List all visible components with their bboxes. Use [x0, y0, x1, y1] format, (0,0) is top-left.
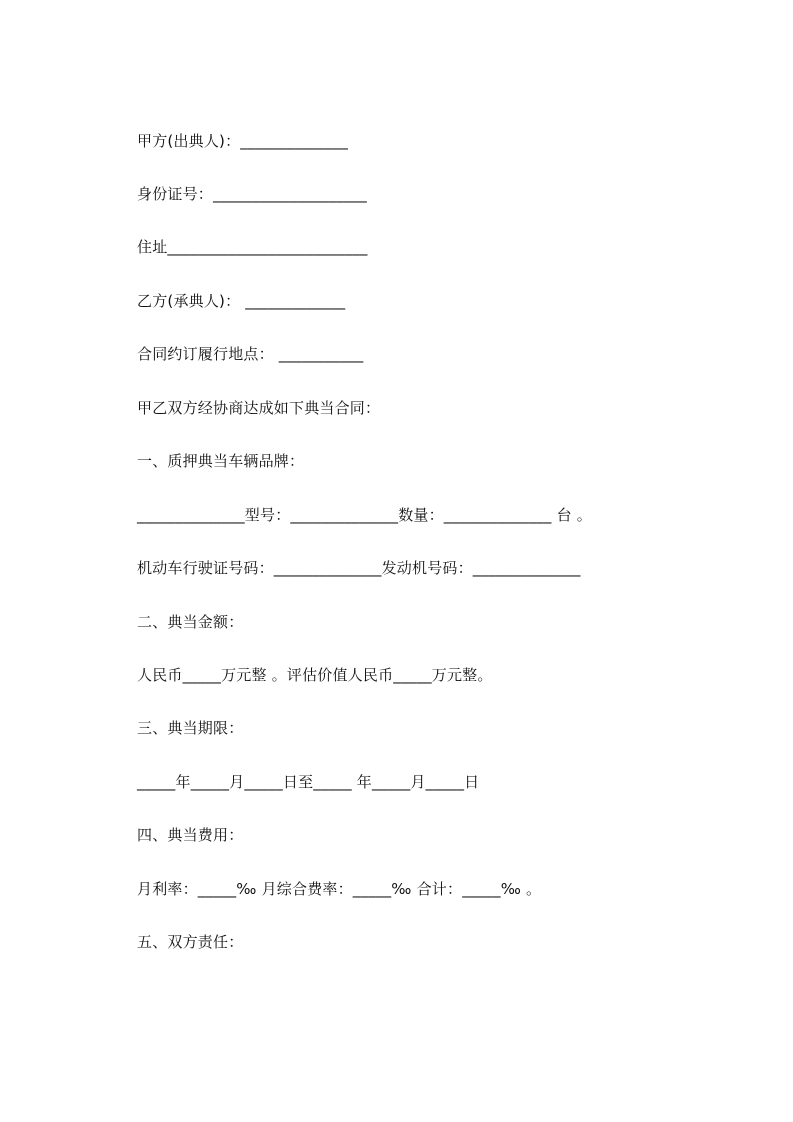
fee-rates-line: 月利率：_____‰ 月综合费率：_____‰ 合计：_____‰ 。 [137, 880, 542, 898]
address-line: 住址__________________________ [137, 238, 368, 256]
vehicle-model-quantity-line: ______________型号：______________数量：______________ 台 。 [137, 506, 592, 524]
contract-location-line: 合同约订履行地点： ___________ [137, 345, 364, 363]
section-3-heading: 三、典当期限： [137, 719, 244, 737]
section-1-heading: 一、质押典当车辆品牌： [137, 452, 305, 470]
section-2-heading: 二、典当金额： [137, 613, 244, 631]
section-5-heading: 五、双方责任： [137, 933, 244, 951]
agreement-intro: 甲乙双方经协商达成如下典当合同： [137, 399, 381, 417]
pawnor-line: 甲方(出典人)：______________ [137, 132, 349, 150]
term-dates-line: _____年_____月_____日至_____ 年_____月_____日 [137, 773, 480, 791]
license-engine-number-line: 机动车行驶证号码：______________发动机号码：______________ [137, 559, 581, 577]
id-number-line: 身份证号：____________________ [137, 185, 368, 203]
section-4-heading: 四、典当费用： [137, 826, 244, 844]
pawnee-line: 乙方(承典人)： _____________ [137, 292, 346, 310]
amount-line: 人民币_____万元整 。评估价值人民币_____万元整。 [137, 666, 493, 684]
